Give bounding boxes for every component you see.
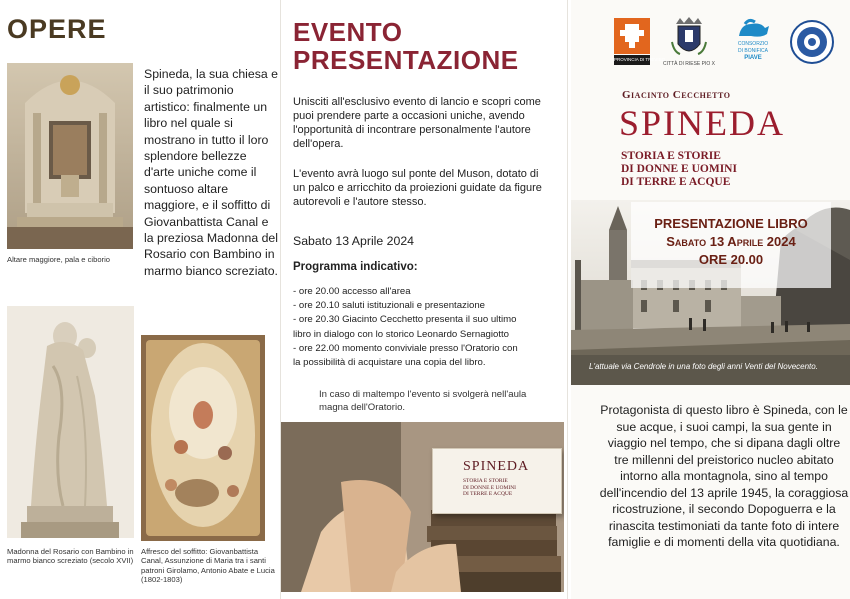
caption-fresco: Affresco del soffitto: Giovanbattista Canal, Assunzione di Maria tra i santi patroni Girolamo, Antonio Abate e Lucia (1802-1803): [141, 547, 275, 585]
provincia-label: PROVINCIA DI TREVISO: [614, 57, 666, 62]
panel-opere: [0, 0, 280, 599]
heading-evento-line1: EVENTO: [293, 17, 403, 47]
madonna-photo: [7, 306, 134, 538]
lion-icon: [731, 18, 775, 40]
intro-text: Spineda, la sua chiesa e il suo patrimonio artistico: finalmente un libro nel quale si mostrano in tutto il loro splendore bellezze d'arte uniche come il sontuoso altare maggiore, e il soffitto di Giovanbattista Canal e la preziosa Madonna del Rosario con Bambino in marmo bianco screziato.: [144, 67, 278, 278]
book-cover-subtitle: [463, 478, 516, 498]
consorzio-label-1: CONSORZIO: [737, 41, 769, 47]
citta-crest-icon: [666, 16, 712, 60]
fresco-photo: [141, 335, 265, 541]
caption-madonna: Madonna del Rosario con Bambino in marmo bianco screziato (secolo XVII): [7, 547, 134, 566]
panel-evento: [281, 0, 564, 599]
caption-altar: Altare maggiore, pala e ciborio: [7, 255, 110, 264]
book-subtitle-line: DI DONNE E UOMINI: [621, 163, 737, 175]
program-item: libro in dialogo con lo storico Leonardo Sernagiotto: [293, 328, 509, 340]
heading-evento: [293, 18, 519, 74]
book-cover-title: SPINEDA: [463, 459, 530, 474]
program-item: - ore 20.10 saluti istituzionali e presentazione: [293, 300, 485, 312]
citta-label: CITTÀ DI RIESE PIO X: [663, 61, 715, 67]
book-title: SPINEDA: [619, 103, 786, 143]
presentation-time: ORE 20.00: [698, 252, 764, 267]
program-item: - ore 20.00 accesso all'area: [293, 286, 411, 297]
altar-photo: [7, 63, 133, 249]
historic-photo: [571, 200, 850, 385]
book-cover-subtitle-line: DI DONNE E UOMINI: [463, 484, 517, 491]
provincia-logo-icon: [614, 18, 650, 54]
presentation-date: Sabato 13 Aprile 2024: [666, 234, 796, 249]
weather-note: In caso di maltempo l'evento si svolgerà nell'aula magna dell'Oratorio.: [319, 389, 527, 413]
book-cover-subtitle-line: STORIA E STORIE: [463, 478, 508, 484]
heading-opere: OPERE: [7, 14, 107, 44]
book-description: Protagonista di questo libro è Spineda, con le sue acque, i suoi campi, la sua gente in viaggio nel tempo, che si dipana dagli oltre tre millenni del preistorico nucleo abitato intorno alla montagnola, sino al tempo dell'incendio del 13 aprile 1945, la coraggiosa ricostruzione, il secondo Dopoguerra e la rinascita testimoniati da tante foto di intere famiglie e di momenti della vita quotidiana.: [599, 403, 849, 549]
fold-line: [567, 0, 568, 599]
program-list: [293, 285, 555, 370]
program-title: Programma indicativo:: [293, 261, 418, 273]
program-item: - ore 22.00 momento conviviale presso l'Oratorio con: [293, 342, 518, 354]
book-author: Giacinto Cecchetto: [622, 89, 731, 101]
book-photo: [281, 422, 564, 592]
logo-provincia: [614, 18, 666, 62]
seal-logo-icon: [790, 17, 834, 67]
logo-consorzio: [731, 18, 775, 61]
panel-cover: [571, 0, 850, 599]
consorzio-label-2: DI BONIFICA: [737, 48, 768, 54]
consorzio-label-3: PIAVE: [744, 55, 762, 61]
book-subtitle: [621, 150, 737, 189]
book-cover: [432, 448, 562, 514]
heading-evento-line2: PRESENTAZIONE: [293, 45, 519, 75]
para-venue: L'evento avrà luogo sul ponte del Muson, dotato di un palco e arricchito da proiezioni guidate da figure autorevoli e l'autore stesso.: [293, 168, 542, 208]
logo-citta: [663, 16, 715, 67]
program-item: - ore 20.30 Giacinto Cecchetto presenta il suo ultimo: [293, 314, 517, 326]
event-date: Sabato 13 Aprile 2024: [293, 234, 415, 248]
para-invite: Unisciti all'esclusivo evento di lancio e scopri come puoi prendere parte a occasioni uniche, avendo l'opportunità di incontrare personalmente l'autore dell'opera.: [293, 96, 541, 150]
book-subtitle-line: DI TERRE E ACQUE: [621, 176, 731, 188]
program-item: la possibilità di acquistare una copia del libro.: [293, 357, 486, 369]
book-subtitle-line: STORIA E STORIE: [621, 150, 721, 162]
photo-caption: L'attuale via Cendrole in una foto degli anni Venti del Novecento.: [589, 362, 818, 371]
book-cover-subtitle-line: DI TERRE E ACQUE: [463, 491, 513, 498]
presentation-label: PRESENTAZIONE LIBRO: [654, 216, 808, 231]
